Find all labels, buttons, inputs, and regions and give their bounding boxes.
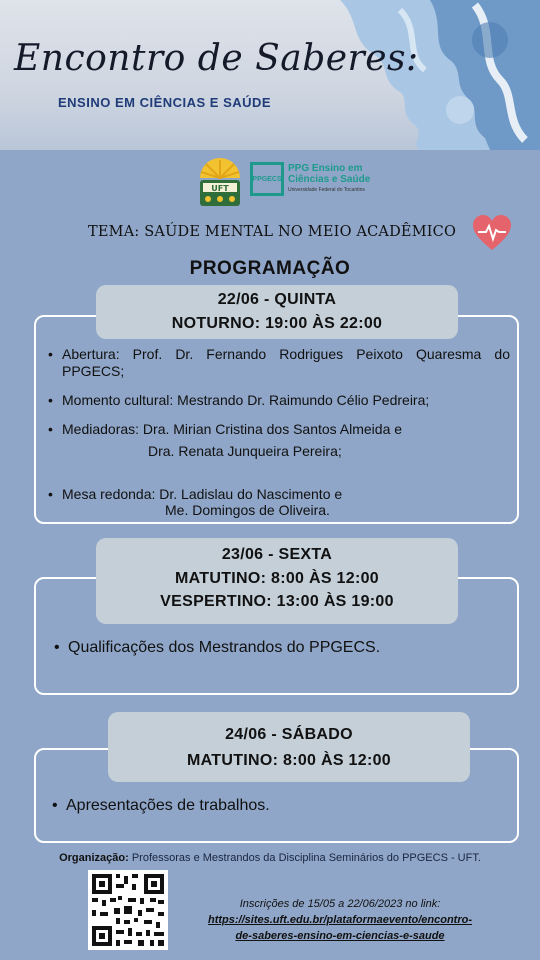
day1-mediator-continued: Dra. Renata Junqueira Pereira; — [148, 443, 342, 459]
ppgecs-mark-icon: PPGECS — [250, 162, 284, 196]
header-banner — [0, 0, 540, 150]
list-item: • Momento cultural: Mestrando Dr. Raimundo Célio Pedreira; — [48, 392, 510, 409]
heartbeat-icon — [472, 214, 512, 252]
registration-link-line2[interactable]: de-saberes-ensino-em-ciencias-e-saude — [235, 930, 445, 942]
day3-date: 24/06 - SÁBADO — [225, 726, 353, 743]
day2-list — [54, 638, 504, 658]
qr-code-icon[interactable] — [88, 870, 168, 950]
event-title: Encontro de Saberes: — [14, 38, 419, 79]
uft-logo-icon — [192, 156, 248, 212]
list-item: • Mediadoras: Dra. Mirian Cristina dos Santos Almeida e — [48, 421, 510, 438]
logos-row — [0, 156, 540, 212]
day2-time-morning: MATUTINO: 8:00 ÀS 12:00 — [175, 570, 379, 587]
list-item: • Apresentações de trabalhos. — [52, 796, 502, 816]
organization-note — [0, 852, 540, 864]
event-subtitle: ENSINO EM CIÊNCIAS E SAÚDE — [58, 95, 272, 110]
svg-text:UFT: UFT — [211, 184, 229, 193]
registration-text: Inscrições de 15/05 a 22/06/2023 no link: — [239, 898, 441, 910]
day1-mesa-continued: Me. Domingos de Oliveira. — [165, 502, 330, 518]
organization-label: Organização: — [59, 852, 129, 864]
day3-header — [108, 712, 470, 782]
day1-date: 22/06 - QUINTA — [217, 291, 337, 308]
day2-header — [96, 538, 458, 624]
registration-link-line1[interactable]: https://sites.uft.edu.br/plataformaevento/encontro- — [207, 914, 473, 926]
registration-info — [170, 896, 510, 944]
theme-heading: TEMA: SAÚDE MENTAL NO MEIO ACADÊMICO — [88, 224, 457, 240]
ppgecs-logo — [250, 162, 370, 196]
day3-time: MATUTINO: 8:00 ÀS 12:00 — [187, 752, 391, 769]
day2-time-afternoon: VESPERTINO: 13:00 ÀS 19:00 — [160, 593, 394, 610]
list-item: • Abertura: Prof. Dr. Fernando Rodrigues Peixoto Quaresma do PPGECS; — [48, 346, 510, 380]
organization-text: Professoras e Mestrandos da Disciplina Seminários do PPGECS - UFT. — [131, 852, 481, 864]
day1-header — [96, 285, 458, 339]
day1-list — [48, 346, 510, 438]
day1-list-mesa — [48, 486, 510, 503]
day3-list — [52, 796, 502, 816]
day2-date: 23/06 - SEXTA — [221, 546, 333, 563]
program-heading: PROGRAMAÇÃO — [189, 258, 351, 279]
list-item: • Mesa redonda: Dr. Ladislau do Nascimento e — [48, 486, 510, 503]
day1-time: NOTURNO: 19:00 ÀS 22:00 — [171, 315, 383, 332]
ppgecs-logo-text: PPG Ensino em Ciências e Saúde Universidade Federal do Tocantins — [288, 162, 371, 193]
list-item: • Qualificações dos Mestrandos do PPGECS. — [54, 638, 504, 658]
